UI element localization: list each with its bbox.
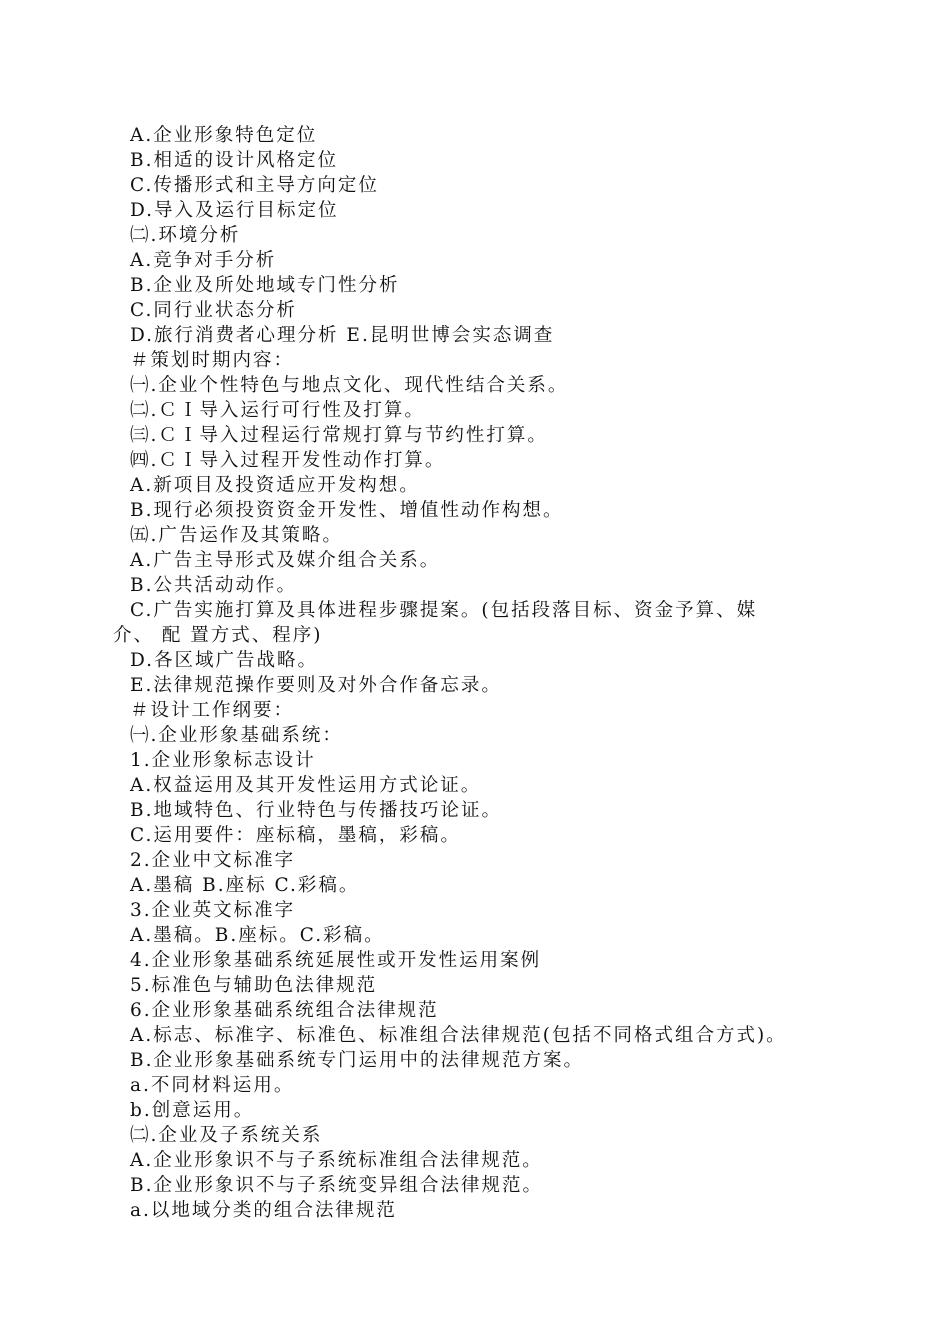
text-line: ＃设计工作纲要： [130,700,295,721]
text-line: A.墨稿。B.座标。C.彩稿。 [130,925,385,946]
text-line: ㈡.环境分析 [130,225,241,246]
text-line: D.导入及运行目标定位 [130,200,339,221]
text-line: B.企业形象识不与子系统变异组合法律规范。 [130,1175,543,1196]
text-line: 6.企业形象基础系统组合法律规范 [130,1000,439,1021]
text-line: ㈡.ＣＩ导入运行可行性及打算。 [130,400,425,421]
text-line: C.同行业状态分析 [130,300,297,321]
text-line: A.墨稿 B.座标 C.彩稿。 [130,875,360,896]
text-line: B.相适的设计风格定位 [130,150,338,171]
text-line: B.现行必须投资资金开发性、增值性动作构想。 [130,500,564,521]
text-line: E.法律规范操作要则及对外合作备忘录。 [130,675,502,696]
text-line: B.企业形象基础系统专门运用中的法律规范方案。 [130,1050,584,1071]
text-line: C.传播形式和主导方向定位 [130,175,379,196]
text-line: 1.企业形象标志设计 [130,750,316,771]
text-line: ㈠.企业形象基础系统： [130,725,343,746]
text-line: D.各区域广告战略。 [130,650,319,671]
text-line: ㈢.ＣＩ导入过程运行常规打算与节约性打算。 [130,425,548,446]
text-line: A.广告主导形式及媒介组合关系。 [130,550,441,571]
text-line: D.旅行消费者心理分析 E.昆明世博会实态调查 [130,325,555,346]
text-line: b.创意运用。 [130,1100,255,1121]
text-line: 介、 配 置方式、程序) [113,625,323,646]
text-line: A.竞争对手分析 [130,250,277,271]
text-line: A.新项目及投资适应开发构想。 [130,475,420,496]
text-line: a.以地域分类的组合法律规范 [130,1200,397,1221]
text-line: 3.企业英文标准字 [130,900,296,921]
text-line: C.运用要件：座标稿，墨稿，彩稿。 [130,825,461,846]
text-line: 4.企业形象基础系统延展性或开发性运用案例 [130,950,542,971]
text-line: B.企业及所处地域专门性分析 [130,275,400,296]
text-line: a.不同材料运用。 [130,1075,295,1096]
text-line: C.广告实施打算及具体进程步骤提案。(包括段落目标、资金予算、媒 [130,600,758,621]
text-line: A.企业形象识不与子系统标准组合法律规范。 [130,1150,543,1171]
text-line: 2.企业中文标准字 [130,850,296,871]
text-line: ㈡.企业及子系统关系 [130,1125,323,1146]
text-line: B.公共活动动作。 [130,575,297,596]
text-line: B.地域特色、行业特色与传播技巧论证。 [130,800,502,821]
text-line: ㈠.企业个性特色与地点文化、现代性结合关系。 [130,375,569,396]
document-body [113,123,833,1223]
text-line: A.标志、标准字、标准色、标准组合法律规范(包括不同格式组合方式)。 [130,1025,787,1046]
text-line: A.企业形象特色定位 [130,125,318,146]
text-line: ㈣.ＣＩ导入过程开发性动作打算。 [130,450,446,471]
text-line: ㈤.广告运作及其策略。 [130,525,343,546]
text-line: 5.标准色与辅助色法律规范 [130,975,378,996]
text-line: A.权益运用及其开发性运用方式论证。 [130,775,482,796]
text-line: ＃策划时期内容： [130,350,295,371]
